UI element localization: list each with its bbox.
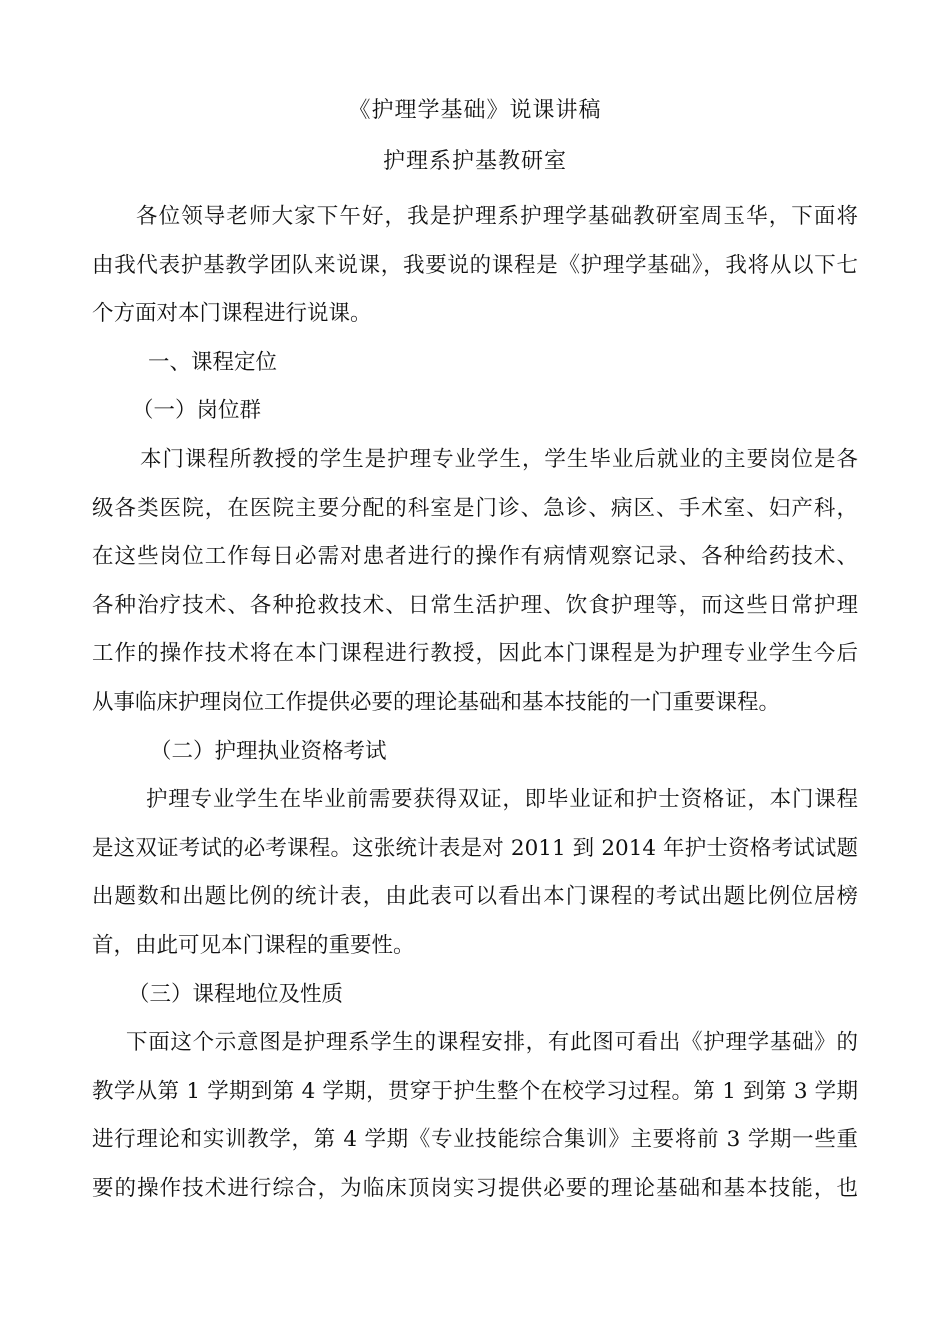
text-line: 首，由此可见本门课程的重要性。 <box>92 932 415 958</box>
text-line: 个方面对本门课程进行说课。 <box>92 301 372 327</box>
text-line: 教学从第 1 学期到第 4 学期，贯穿于护生整个在校学习过程。第 1 到第 3 学期 <box>92 1078 858 1104</box>
text-line: 下面这个示意图是护理系学生的课程安排，有此图可看出《护理学基础》的 <box>126 1030 858 1056</box>
subsection-heading: （二）护理执业资格考试 <box>150 738 387 764</box>
text-line: 护理专业学生在毕业前需要获得双证，即毕业证和护士资格证，本门课程 <box>146 787 858 813</box>
subsection-heading: （三）课程地位及性质 <box>128 981 344 1007</box>
text-line: 由我代表护基教学团队来说课，我要说的课程是《护理学基础》，我将从以下七 <box>92 252 858 278</box>
text-line: 进行理论和实训教学，第 4 学期《专业技能综合集训》主要将前 3 学期一些重 <box>92 1127 858 1153</box>
document-subtitle: 护理系护基教研室 <box>382 149 567 174</box>
text-line: 工作的操作技术将在本门课程进行教授，因此本门课程是为护理专业学生今后 <box>92 641 858 667</box>
subsection-heading: （一）岗位群 <box>132 398 262 424</box>
text-line: 出题数和出题比例的统计表，由此表可以看出本门课程的考试出题比例位居榜 <box>92 884 858 910</box>
section-heading: 一、课程定位 <box>148 349 278 375</box>
text-line: 级各类医院，在医院主要分配的科室是门诊、急诊、病区、手术室、妇产科， <box>92 495 858 521</box>
document-title: 《护理学基础》说课讲稿 <box>348 98 602 123</box>
document-body <box>92 193 858 1213</box>
text-line: 在这些岗位工作每日必需对患者进行的操作有病情观察记录、各种给药技术、 <box>92 544 858 570</box>
text-line: 要的操作技术进行综合，为临床顶岗实习提供必要的理论基础和基本技能，也 <box>92 1175 858 1201</box>
text-line: 从事临床护理岗位工作提供必要的理论基础和基本技能的一门重要课程。 <box>92 689 781 715</box>
text-line: 是这双证考试的必考课程。这张统计表是对 2011 到 2014 年护士资格考试试题 <box>92 835 858 861</box>
text-line: 各种治疗技术、各种抢救技术、日常生活护理、饮食护理等，而这些日常护理 <box>92 592 858 618</box>
text-line: 各位领导老师大家下午好，我是护理系护理学基础教研室周玉华，下面将 <box>136 204 858 229</box>
text-line: 本门课程所教授的学生是护理专业学生，学生毕业后就业的主要岗位是各 <box>140 446 858 472</box>
